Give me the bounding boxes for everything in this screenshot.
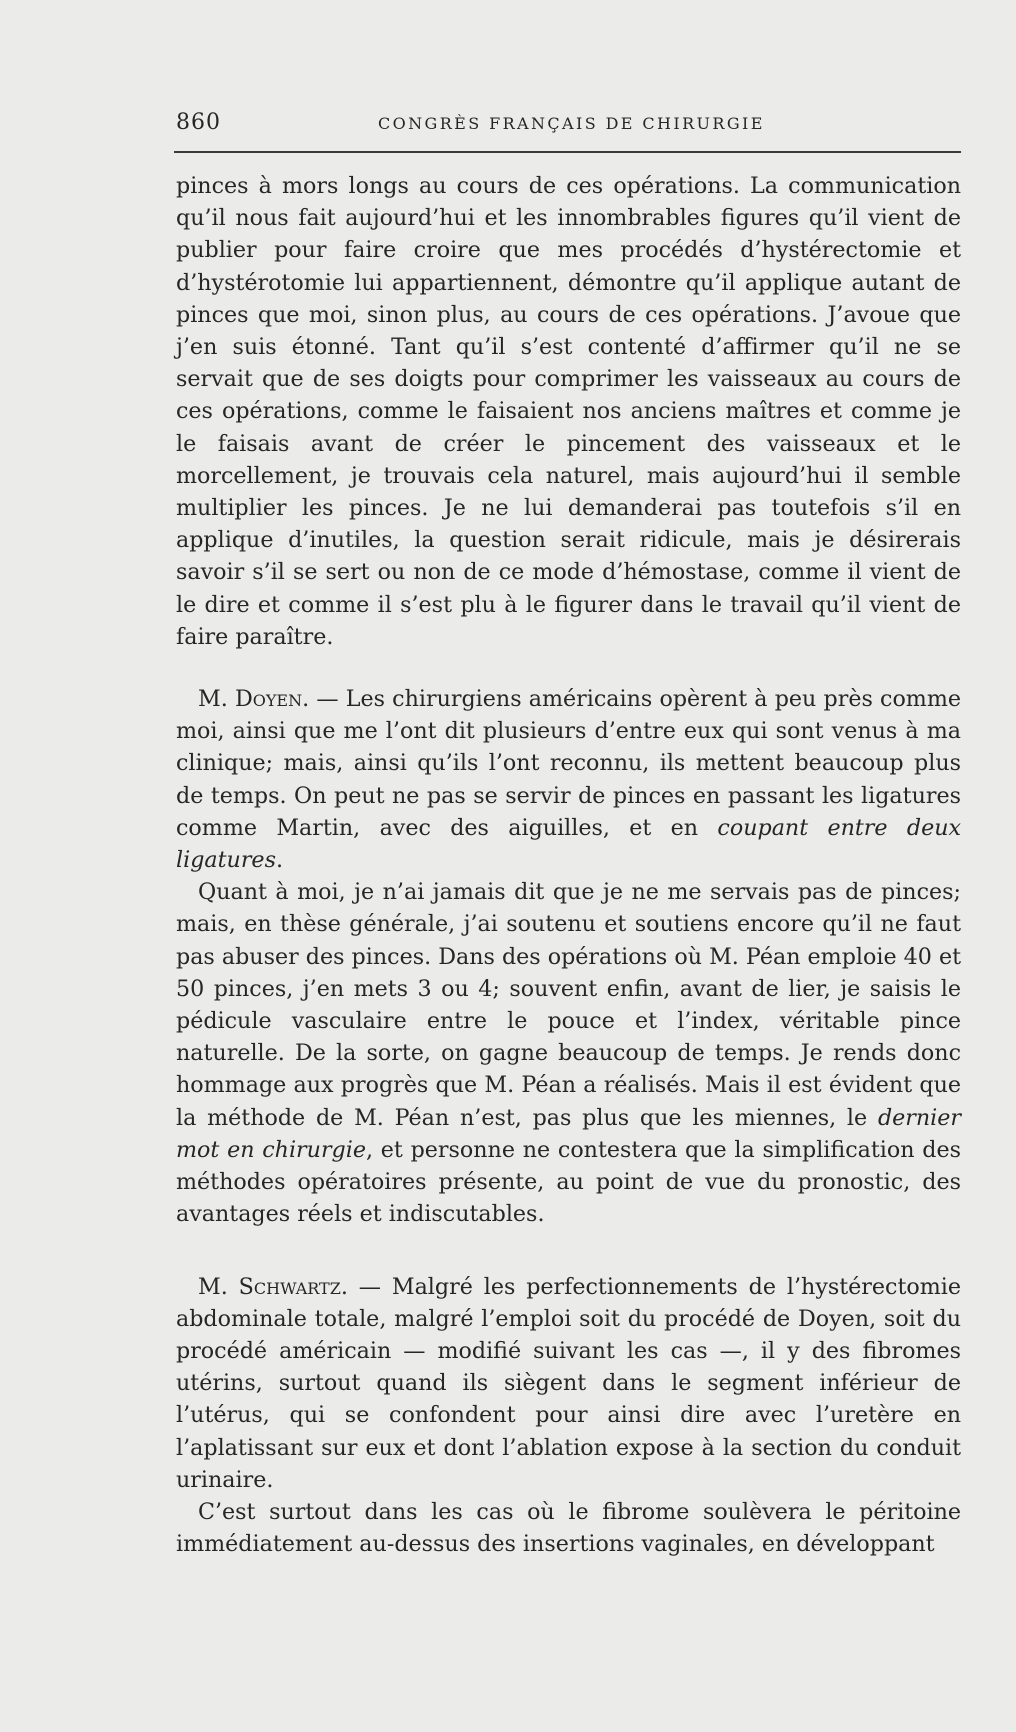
paragraph-text: Quant à moi, je n’ai jamais dit que je ne me servais pas de pinces; mais, en thèse générale, j’ai soutenu et soutiens encore qu’il ne faut pas abuser des pinces. Dans des opérations où M. Péan emploie 40 et 50 pinces, j’en mets 3 ou 4; souvent enfin, avant de lier, je saisis le pédicule vasculaire entre le pouce et l’index, véritable pince naturelle. De la sorte, on gagne beaucoup de temps. Je rends donc hommage aux progrès que M. Péan a réalisés. Mais il est évident que la méthode de M. Péan n’est, pas plus que les miennes, le [176,879,961,1131]
italic-phrase: dernier mot en chirurgie [176,1104,961,1163]
speaker-name: Doyen [234,686,303,713]
running-head: CONGRÈS FRANÇAIS DE CHIRURGIE [378,114,765,133]
speaker-prefix: M. [198,686,235,713]
paragraph-doyen-cont [176,876,961,1230]
speaker-prefix: M. [198,1273,239,1300]
paragraph-end: . [275,847,284,874]
paragraph-schwartz-cont: C’est surtout dans les cas où le fibrome soulèvera le péritoine immédiatement au-dessus des insertions vaginales, en développant [176,1498,961,1558]
paragraph-doyen [176,683,961,876]
paragraph-text: . — Les chirurgiens américains opèrent à peu près comme moi, ainsi que me l’ont dit plusieurs d’entre eux qui sont venus à ma clinique; mais, ainsi qu’ils l’ont reconnu, ils mettent beaucoup plus de temps. On peut ne pas se servir de pinces en passant les ligatures comme Martin, avec des aiguilles, et en [176,686,962,841]
paragraph-schwartz [176,1271,961,1496]
header-rule [174,151,961,153]
body-text [176,170,961,1560]
speaker-name: Schwartz [238,1273,341,1300]
paragraph-continuation: pinces à mors longs au cours de ces opérations. La communication qu’il nous fait aujourd’hui et les innombrables figures qu’il vient de publier pour faire croire que mes procédés d’hystérectomie et d’hystérotomie lui appartiennent, démontre qu’il applique autant de pinces que moi, sinon plus, au cours de ces opérations. J’avoue que j’en suis étonné. Tant qu’il s’est contenté d’affirmer qu’il ne se servait que de ses doigts pour comprimer les vaisseaux au cours de ces opérations, comme le faisaient nos anciens maîtres et comme je le faisais avant de créer le pincement des vaisseaux et le morcellement, je trouvais cela naturel, mais aujourd’hui il semble multiplier les pinces. Je ne lui demanderai pas toutefois s’il en applique d’inutiles, la question serait ridicule, mais je désirerais savoir s’il se sert ou non de ce mode d’hémostase, comme il vient de le dire et comme il s’est plu à le figurer dans le travail qu’il vient de faire paraître. [176,173,961,650]
paragraph-text: . — Malgré les perfectionnements de l’hystérectomie abdominale totale, malgré l’emploi soit du procédé de Doyen, soit du procédé américain — modifié suivant les cas —, il y des fibromes utérins, surtout quand ils siègent dans le segment inférieur de l’utérus, qui se confondent pour ainsi dire avec l’uretère en l’aplatissant sur eux et dont l’ablation expose à la section du conduit urinaire. [176,1273,961,1493]
paragraph-end: , et personne ne contestera que la simplification des méthodes opératoires présente, au point de vue du pronostic, des avantages réels et indiscutables. [176,1136,961,1228]
page-header [176,110,960,142]
italic-phrase: coupant entre deux ligatures [176,814,962,874]
page-number: 860 [176,110,221,135]
